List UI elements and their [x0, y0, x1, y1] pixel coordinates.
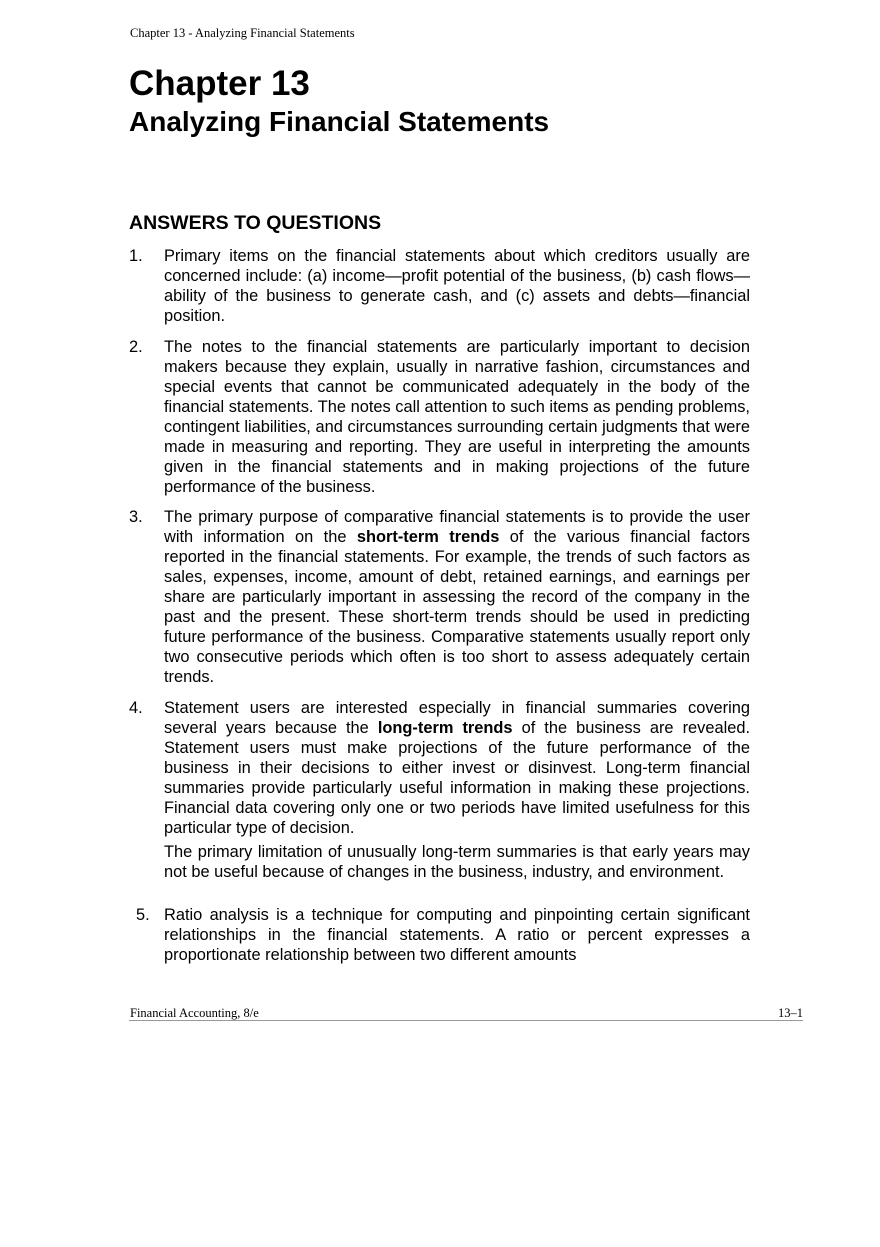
- answers-list: [129, 246, 750, 975]
- answer-item-2: [129, 337, 750, 497]
- chapter-subtitle: Analyzing Financial Statements: [129, 106, 550, 137]
- footer-divider: [129, 1020, 803, 1021]
- answer-number: 5.: [136, 905, 150, 924]
- answer-text: Ratio analysis is a technique for computing and pinpointing certain significant relationships in the financial statements. A ratio or percent expresses a proportionate relationship between two different amounts: [164, 905, 750, 964]
- answer-text: [164, 507, 750, 687]
- emphasis-short-term-trends: short-term trends: [356, 528, 500, 546]
- answer-text-part: Statement users are interested especially in financial summaries covering several years because the: [164, 698, 750, 737]
- section-heading: ANSWERS TO QUESTIONS: [129, 212, 382, 234]
- chapter-title: Chapter 13: [129, 64, 310, 103]
- answer-text-part: The primary purpose of comparative financial statements is to provide the user with information on the: [164, 508, 750, 546]
- footer-page-number: 13–1: [778, 1006, 803, 1020]
- answer-text-paragraph-2: The primary limitation of unusually long-term summaries is that early years may not be useful because of changes in the business, industry, and environment.: [164, 842, 750, 881]
- answer-item-4: [129, 698, 750, 882]
- answer-number: 3.: [129, 508, 143, 526]
- answer-item-3: [129, 507, 750, 687]
- answer-text: The notes to the financial statements are particularly important to decision makers because they explain, usually in narrative fashion, circumstances and special events that cannot be communicated adequately in the body of the financial statements. The notes call attention to such items as pending problems, contingent liabilities, and circumstances surrounding certain judgments that were made in measuring and reporting. They are useful in interpreting the amounts given in the financial statements and in making projections of the future performance of the business.: [164, 337, 750, 496]
- answer-text-part: of the various financial factors reported in the financial statements. For example, the trends of such factors as sales, expenses, income, amount of debt, retained earnings, and earnings per share are particularly important in assessing the record of the company in the past and the present. These short-term trends should be used in predicting future performance of the business. Comparative statements usually report only two consecutive periods which often is too short to assess adequately certain trends.: [164, 528, 750, 686]
- answer-item-5: [129, 905, 750, 965]
- footer-book-title: Financial Accounting, 8/e: [130, 1006, 259, 1020]
- answer-number: 2.: [129, 337, 143, 356]
- emphasis-long-term-trends: long-term trends: [377, 718, 513, 737]
- answer-number: 4.: [129, 698, 143, 717]
- answer-number: 1.: [129, 247, 143, 265]
- answer-text: Primary items on the financial statements about which creditors usually are concerned include: (a) income—profit potential of the business, (b) cash flows—ability of the business to generate cash, and (c) assets and debts—financial position.: [164, 247, 750, 325]
- running-header: Chapter 13 - Analyzing Financial Statements: [130, 26, 355, 40]
- answer-item-1: [129, 246, 750, 326]
- answer-text-part: of the business are revealed. Statement users must make projections of the future performance of the business in their decisions to either invest or disinvest. Long-term financial summaries provide particularly useful information in making these projections. Financial data covering only one or two periods have limited usefulness for this particular type of decision.: [164, 718, 750, 837]
- answer-text: [164, 698, 750, 838]
